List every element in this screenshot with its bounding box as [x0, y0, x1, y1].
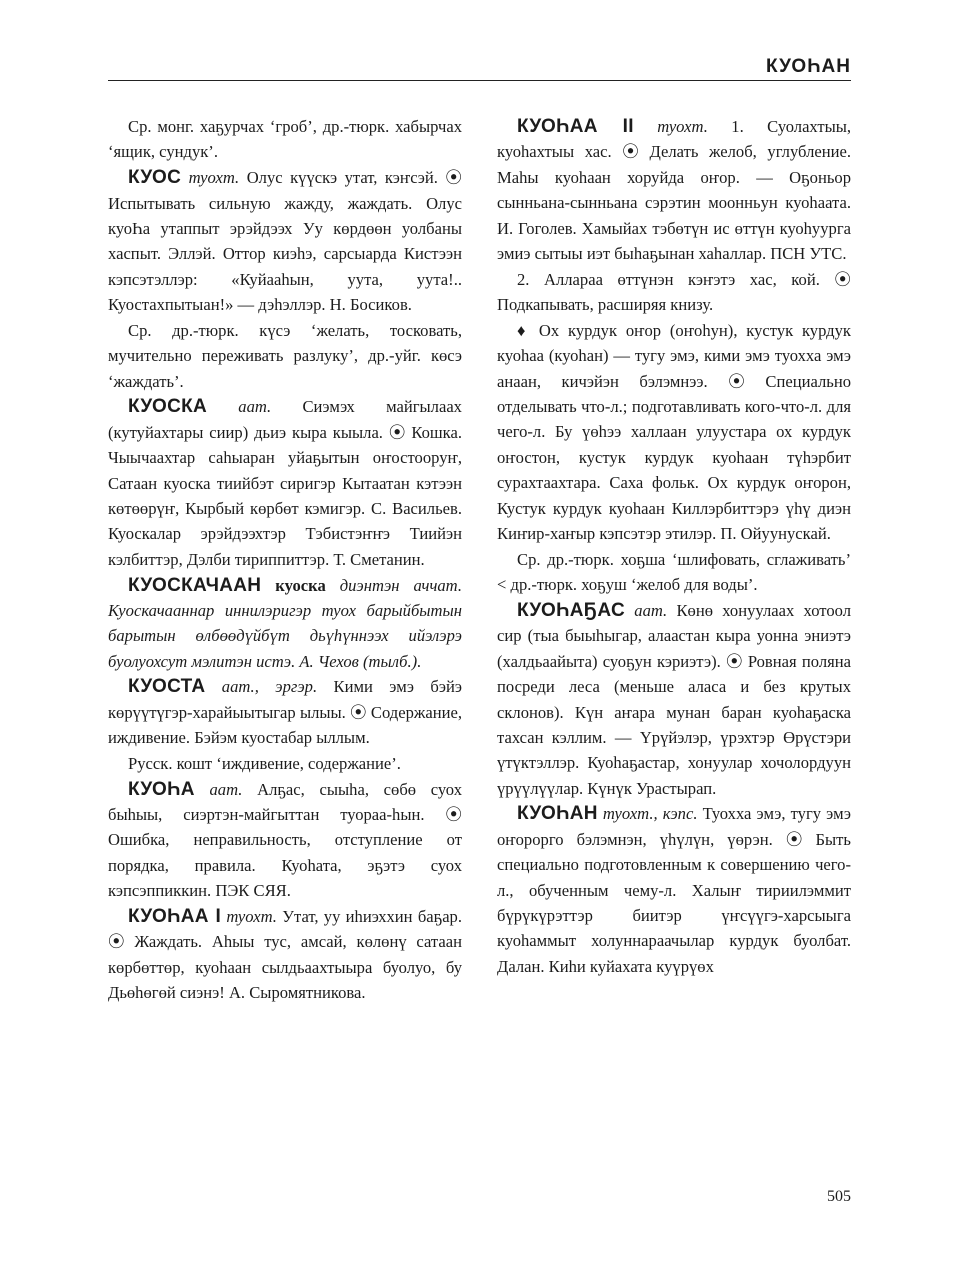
entry-kuosta — [108, 674, 462, 750]
page-number: 505 — [827, 1188, 851, 1205]
headword: КУОСКА — [128, 396, 208, 418]
entry-kuoska — [108, 394, 462, 572]
etymology-note: Ср. др.-тюрк. күсэ ‘желать, тосковать, мучительно переживать разлуку’, др.-уйг. көсэ ‘жаждать’. — [108, 320, 462, 391]
definition: Олус күүскэ утат, кэҥсэй. ⦿ Испытывать сильную жажду, жаждать. Олус куоҺа утаппыт эрэйдээх Уу көрдөөн уолбаны хаспыт. Эллэй. Оттор киэһэ, сарсыарда Кистээн кэпсэтэллэр: «Куйааһын, уута, уута!.. Куостахпытыан!» — дэһэллэр. Н. Босиков. — [108, 168, 462, 315]
etymology-note: Ср. монг. хаҕурчах ‘гроб’, др.-тюрк. хабырчах ‘ящик, сундук’. — [108, 117, 462, 162]
entry-kuohan — [497, 801, 851, 979]
part-of-speech: туохт. — [657, 117, 708, 136]
entry-kuos — [108, 165, 462, 317]
headword: КУОҺАА I — [128, 905, 222, 927]
part-of-speech: аат. — [634, 600, 668, 620]
definition: Кими эмэ бэйэ көрүүтүгэр-харайыытыгар ылыы. ⦿ Содержание, иждивение. Бэйэм куостабар ыллым. — [108, 677, 463, 748]
definition: Алҕас, сыыһа, сөбө суох быһыы, сиэртэн-майгыттан туораа-һын. ⦿ Ошибка, неправильность, отступление от порядка, правила. Куоһата, эҕэтэ суох кэпсэппиккин. ПЭК СЯЯ. — [108, 779, 462, 901]
headword: КУОСКАЧААН — [128, 574, 262, 596]
left-column — [108, 114, 462, 1006]
entry-kuohagas — [497, 598, 851, 801]
headword: КУОҺАА II — [517, 116, 634, 137]
headword: КУОҺА — [128, 778, 195, 800]
entry-kuohaa-2 — [497, 114, 851, 266]
definition: Утат, уу иһиэххин баҕар. ⦿ Жаждать. Аһыы тус, амсай, көлөнү сатаан көрбөттөр, куоһаан сылдьаахтыыра буолуо, бу Дьөһөгөй сиэнэ! А. Сыромятникова. — [108, 906, 462, 1003]
part-of-speech: аат. — [209, 779, 243, 799]
definition: Туохха эмэ, тугу эмэ оҥорорго бэлэмнэн, үһүлүн, үөрэн. ⦿ Быть специально подготовленным к совершению чего-л., обученным чему-л. Халыҥ тириилэммит бүрүкүрэттэр биитэр үҥсүүгэ-харсыыга куоһаммыт холуннараачылар курдук буолбат. Далан. Киһи куйахата куүрүөх — [497, 804, 851, 976]
etymology-note: Ср. др.-тюрк. хоҕша ‘шлифовать, сглаживать’ < др.-тюрк. хоҕуш ‘желоб для воды’. — [497, 549, 851, 595]
headword: КУОҺАН — [517, 803, 598, 825]
definition: Көнө хонуулаах хотоол сир (тыа быыһыгар, алаастан кыра уонна эниэтэ (халдьаайыта) суоҕун кэриэтэ). ⦿ Ровная поляна посреди леса (меньше аласа и без крутых склонов). Күн аҥара мунан баран куоһаҕаска тахсан кэллим. — Үрүйэлэр, үрэхтэр Өрүстэри үтүктэллэр. Куоһаҕастар, хонуулар хочолордуун үрүүлүүлар. Күнүк Урастырап. — [497, 600, 851, 798]
sense-2: 2. Алларaa өттүнэн кэҥэтэ хас, кой. ⦿ Подкапывать, расширяя книзу. — [497, 269, 851, 315]
headword: КУОҺАҔАС — [517, 599, 625, 621]
right-column — [497, 114, 851, 980]
header-rule — [108, 80, 851, 81]
entry-kuoha — [108, 777, 462, 904]
definition: Сиэмэх майгылаах (кутуйахтары сиир) дьиэ кыра кыыла. ⦿ Кошка. Чыычаахтар саһыаран уйаҕытын оҥостооруҥ, Сатаан куоска тиийбэт сиригэр Кытаатан кэтээн көтөөрүҥ, Кырбый көрбөт кэмигэр. С. Васильев. Куоскалар эрэйдээхтэр Тэбистэҥҥэ Тиийэн кэлбиттэр, Дэлби тириппиттэр. Т. Сметанин. — [108, 397, 462, 569]
entry-kuohaa-1 — [108, 904, 462, 1006]
headword: КУОС — [128, 167, 182, 189]
phraseology: ♦ Ох курдук оҥор (оҥоһун), кустук курдук куоһаа (куоһан) — тугу эмэ, кими эмэ туохха эмэ анаан, кичэйэн бэлэмнээ. ⦿ Специально отделывать что-л.; подготавливать кого-что-л. для чего-л. Бу үөһээ халлаан улуустара ох курдук оҥостон, кустук курдук куоһаан түһэрбит сурахтаахтара. Саха фольк. Ох курдук оҥорон, Кустук курдук куоһаан Киллэрбиттэрэ үһү диэн Киҥир-хаҥыр кэпсэтэр этилэр. П. Ойуунускай. — [497, 320, 851, 544]
part-of-speech: туохт. — [226, 906, 277, 926]
definition: диэнтэн аччат. Куоскачааннар иннилэригэр туох барыйбытын барытын өлбөөдүйбүт дьүһүннээх ийэлэрэ буолуохсут мэлитэн истэ. А. Чехов (тылб.). — [108, 575, 463, 671]
part-of-speech: туохт. — [188, 168, 240, 188]
running-header: КУОҺАН — [766, 56, 851, 77]
headword: КУОСТА — [128, 676, 206, 698]
part-of-speech: аат. — [238, 397, 272, 417]
entry-kuoskachaan — [108, 573, 462, 675]
part-of-speech: куоска — [275, 575, 326, 595]
part-of-speech: туохт., кэпс. — [602, 804, 698, 824]
part-of-speech: аат., эргэр. — [221, 677, 318, 697]
etymology-note: Русск. кошт ‘иждивение, содержание’. — [128, 753, 401, 773]
definition: 1. Суолахтыы, куоһахтыы хас. ⦿ Делать желоб, углубление. Маһы куоһаан хоруйда оҥор. — Оҕоньор сынньана-сынньана сэрэтин моонньун куоһаата. И. Гоголев. Хамыйах тэбөтүн ис өттүн куоһуурга эмиэ сытыы иэт быһаҕынан хаһаллар. ПСН УТС. — [497, 117, 852, 264]
